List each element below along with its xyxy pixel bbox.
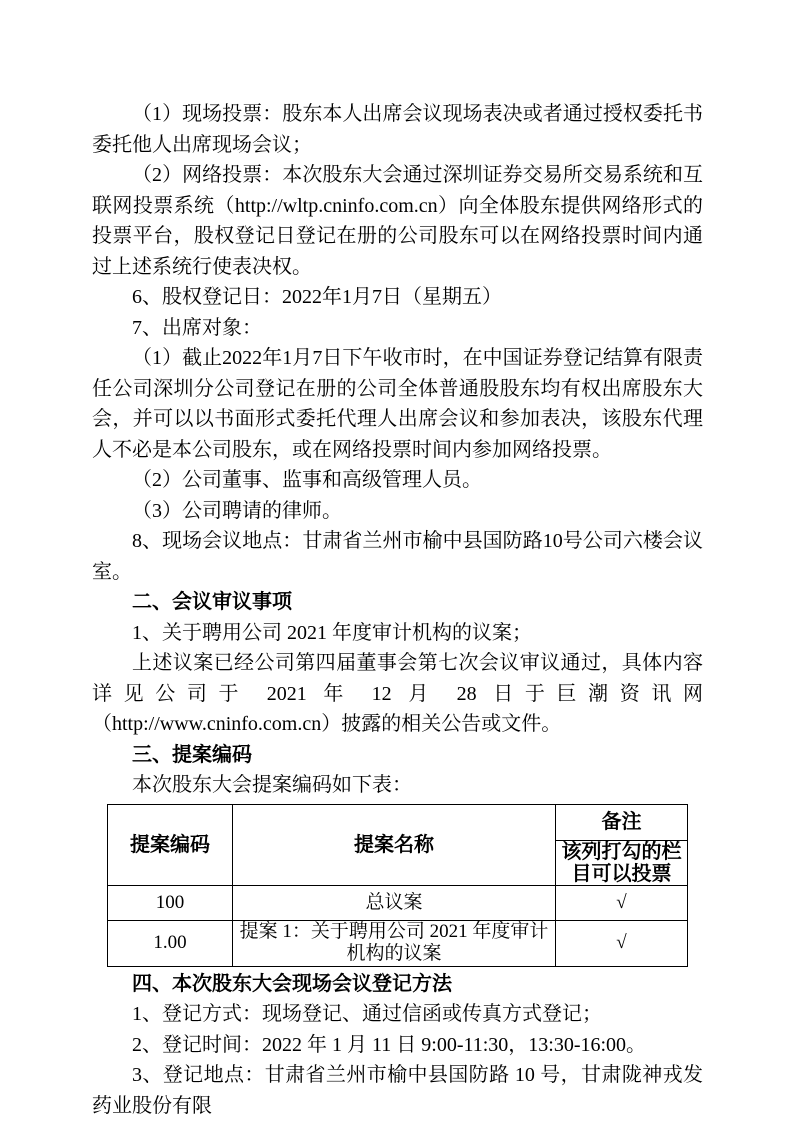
para-meeting-venue: 8、现场会议地点：甘肃省兰州市榆中县国防路10号公司六楼会议室。 xyxy=(92,530,703,583)
section-heading-proposal-codes: 三、提案编码 xyxy=(132,743,252,766)
para-onsite-voting: （1）现场投票：股东本人出席会议现场表决或者通过授权委托书委托他人出席现场会议； xyxy=(92,103,703,156)
cell-proposal-code: 1.00 xyxy=(108,920,233,966)
proposal-code-table xyxy=(107,804,688,967)
para-record-date: 6、股权登记日：2022年1月7日（星期五） xyxy=(132,286,502,308)
col-header-remark: 备注 xyxy=(556,804,688,840)
para-attendee-directors: （2）公司董事、监事和高级管理人员。 xyxy=(132,469,482,491)
table-row xyxy=(108,920,688,966)
para-proposal-item: 1、关于聘用公司 2021 年度审计机构的议案； xyxy=(132,621,532,644)
col-header-proposal-name: 提案名称 xyxy=(233,804,556,885)
table-row xyxy=(108,885,688,920)
para-attendee-shareholders: （1）截止2022年1月7日下午收市时，在中国证券登记结算有限责任公司深圳分公司登记在册的公司全体普通股股东均有权出席股东大会，并可以以书面形式委托代理人出席会议和参加表决，该股东代理人不必是本公司股东，或在网络投票时间内参加网络投票。 xyxy=(92,347,703,461)
para-online-voting: （2）网络投票：本次股东大会通过深圳证券交易所交易系统和互联网投票系统（http://wltp.cninfo.com.cn）向全体股东提供网络形式的投票平台，股权登记日登记在册的公司股东可以在网络投票时间内通过上述系统行使表决权。 xyxy=(92,164,703,278)
table-header-row xyxy=(108,804,688,840)
cell-remark-check: √ xyxy=(556,885,688,920)
cell-proposal-code: 100 xyxy=(108,885,233,920)
para-registration-time: 2、登记时间：2022 年 1 月 11 日 9:00-11:30，13:30-16:00。 xyxy=(132,1033,647,1056)
para-registration-method: 1、登记方式：现场登记、通过信函或传真方式登记； xyxy=(132,1003,602,1025)
col-header-proposal-code: 提案编码 xyxy=(108,804,233,885)
para-approval-note: 上述议案已经公司第四届董事会第七次会议审议通过，具体内容详见公司于 2021 年 12 月 28 日于巨潮资讯网（http://www.cninfo.com.cn）披露的相关公告或文件。 xyxy=(92,652,703,735)
cell-remark-check: √ xyxy=(556,920,688,966)
para-table-intro: 本次股东大会提案编码如下表： xyxy=(132,774,412,796)
para-registration-place: 3、登记地点：甘肃省兰州市榆中县国防路 10 号，甘肃陇神戎发药业股份有限 xyxy=(92,1064,703,1117)
section-heading-review-items: 二、会议审议事项 xyxy=(132,591,292,613)
cell-proposal-name: 总议案 xyxy=(233,885,556,920)
section-heading-registration-method: 四、本次股东大会现场会议登记方法 xyxy=(132,972,452,995)
cell-proposal-name: 提案 1：关于聘用公司 2021 年度审计机构的议案 xyxy=(233,920,556,966)
col-header-remark-note: 该列打勾的栏目可以投票 xyxy=(556,840,688,885)
para-attendee-lawyers: （3）公司聘请的律师。 xyxy=(132,499,342,522)
para-attendees-label: 7、出席对象： xyxy=(132,316,262,339)
